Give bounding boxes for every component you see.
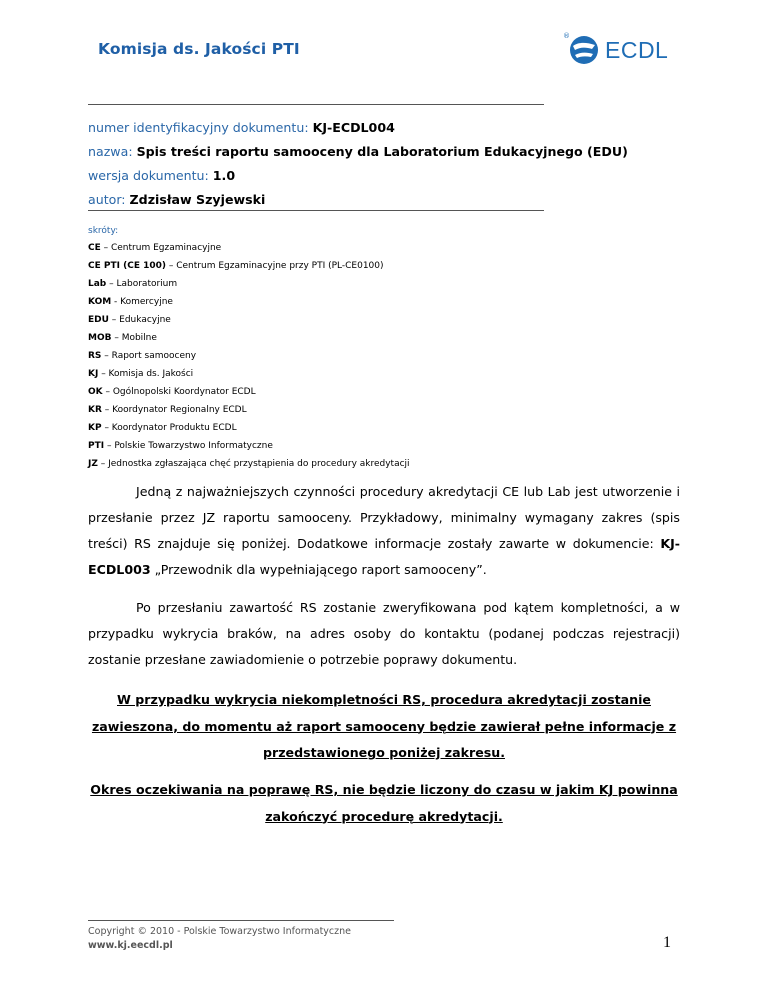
page-number: 1	[663, 934, 671, 951]
meta-divider	[88, 210, 544, 211]
abbreviation-item: KOM - Komercyjne	[88, 297, 173, 307]
abbreviation-item: KR – Koordynator Regionalny ECDL	[88, 405, 247, 415]
abbreviation-item: KP – Koordynator Produktu ECDL	[88, 423, 237, 433]
header-title: Komisja ds. Jakości PTI	[98, 40, 300, 58]
footer-copyright: Copyright © 2010 - Polskie Towarzystwo Informatyczne	[88, 926, 351, 937]
abbreviation-item: OK – Ogólnopolski Koordynator ECDL	[88, 387, 256, 397]
notice-incomplete: W przypadku wykrycia niekompletności RS, procedura akredytacji zostanie zawieszona, do momentu aż raport samooceny będzie zawierał pełne informacje z przedstawionego poniżej zakresu.	[91, 692, 677, 760]
meta-id: numer identyfikacyjny dokumentu: KJ-ECDL004	[88, 120, 395, 135]
abbreviation-item: MOB – Mobilne	[88, 333, 157, 343]
ecdl-logo	[562, 32, 682, 68]
meta-author: autor: Zdzisław Szyjewski	[88, 192, 266, 207]
abbreviation-item: CE – Centrum Egzaminacyjne	[88, 243, 222, 253]
abbreviation-item: PTI – Polskie Towarzystwo Informatyczne	[88, 441, 273, 451]
paragraph-verification: Po przesłaniu zawartość RS zostanie zweryfikowana pod kątem kompletności, a w przypadku wykrycia braków, na adres osoby do kontaktu (podanej podczas rejestracji) zostanie przesłane zawiadomienie o potrzebie poprawy dokumentu.	[88, 600, 680, 667]
abbreviations-title: skróty:	[88, 226, 119, 236]
abbreviation-item: JZ – Jednostka zgłaszająca chęć przystąpienia do procedury akredytacji	[88, 459, 410, 469]
meta-version: wersja dokumentu: 1.0	[88, 168, 236, 183]
logo-text: ECDL	[605, 37, 669, 63]
abbreviation-item: Lab – Laboratorium	[88, 279, 178, 289]
abbreviation-item: KJ – Komisja ds. Jakości	[88, 369, 194, 379]
footer-divider	[88, 920, 394, 921]
abbreviation-item: RS – Raport samooceny	[88, 351, 197, 361]
notice-waiting-period: Okres oczekiwania na poprawę RS, nie będzie liczony do czasu w jakim KJ powinna zakończyć procedurę akredytacji.	[90, 782, 678, 824]
abbreviation-item: EDU – Edukacyjne	[88, 315, 171, 325]
registered-mark: ®	[563, 32, 570, 40]
top-divider	[88, 104, 544, 105]
abbreviation-item: CE PTI (CE 100) – Centrum Egzaminacyjne przy PTI (PL-CE0100)	[88, 261, 384, 271]
paragraph-intro: Jedną z najważniejszych czynności procedury akredytacji CE lub Lab jest utworzenie i przesłanie przez JZ raportu samooceny. Przykładowy, minimalny wymagany zakres (spis treści) RS znajduje się poniżej. Dodatkowe informacje zostały zawarte w dokumencie: KJ-ECDL003 „Przewodnik dla wypełniającego raport samooceny”.	[88, 484, 680, 577]
footer-url: www.kj.eecdl.pl	[88, 940, 173, 951]
meta-name: nazwa: Spis treści raportu samooceny dla Laboratorium Edukacyjnego (EDU)	[88, 144, 628, 159]
